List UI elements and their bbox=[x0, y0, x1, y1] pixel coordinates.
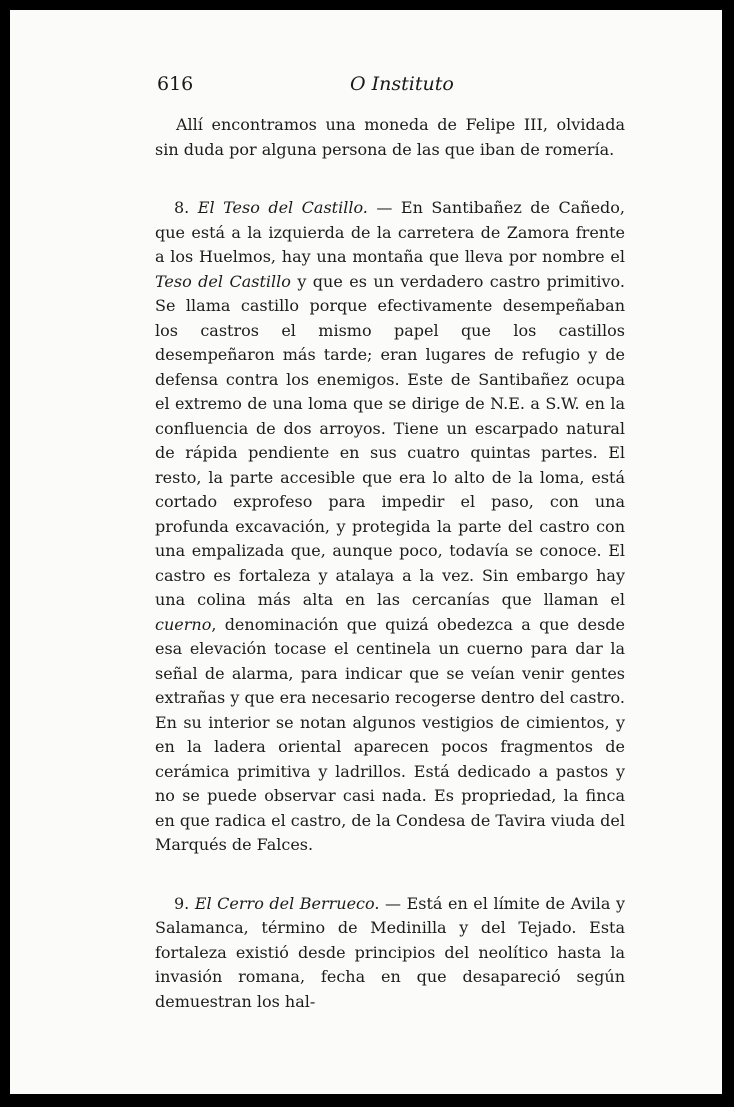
page-number: 616 bbox=[157, 73, 194, 95]
paragraph-8-heading: El Teso del Castillo. bbox=[197, 198, 368, 217]
paragraph-8-name-italic: Teso del Castillo bbox=[155, 271, 291, 291]
paragraph-8-text-2: y que es un verdadero castro primitivo. Se llama castillo porque efectivamente desempeñaban los castros el mismo papel que los castillos desempeñaron más tarde; eran lugares de refugio y de defensa contra los enemigos. Este de Santibañez ocupa el extremo de una loma que se dirige de N.E. a S.W. en la confluencia de dos arroyos. Tiene un escarpado natural de rápida pendiente en sus cuatro quintas partes. El resto, la parte accesible que era lo alto de la loma, está cortado exprofeso para impedir el paso, con una profunda excavación, y protegida la parte del castro con una empalizada que, aunque poco, todavía se conoce. El castro es fortaleza y atalaya a la vez. Sin embargo hay una colina más alta en las cercanías que llaman el bbox=[155, 271, 625, 609]
running-title: O Instituto bbox=[350, 73, 454, 95]
paragraph-9-number: 9. bbox=[174, 893, 190, 913]
paragraph-8-text-1: En Santibañez de Cañedo, que está a la izquierda de la carretera de Zamora frente a los Huelmos, hay una montaña que lleva por nombre el bbox=[155, 198, 625, 266]
paragraph-8-number: 8. bbox=[174, 198, 190, 217]
paragraph-9 bbox=[155, 892, 625, 1015]
paragraph-8-dash: — bbox=[367, 198, 401, 217]
paragraph-8 bbox=[155, 196, 625, 858]
paragraph-9-dash: — bbox=[379, 893, 407, 913]
paragraph-8-text-3: , denominación que quizá obedezca a que desde esa elevación tocase el centinela un cuerno para dar la señal de alarma, para indicar que se veían venir gentes extrañas y que era necesario recogerse dentro del castro. En su interior se notan algunos vestigios de cimientos, y en la ladera oriental aparecen pocos fragmentos de cerámica primitiva y ladrillos. Está dedicado a pastos y no se puede observar casi nada. Es propriedad, la finca en que radica el castro, de la Condesa de Tavira viuda del Marqués de Falces. bbox=[155, 614, 625, 854]
paragraph-intro: Allí encontramos una moneda de Felipe III, olvidada sin duda por alguna persona de las que iban de romería. bbox=[155, 115, 625, 159]
paragraph-9-text-1: Está en el límite de Avila y Salamanca, término de Medinilla y del Tejado. Esta fortaleza existió desde principios del neolítico hasta la invasión romana, fecha en que desapareció según demuestran los hal- bbox=[155, 893, 625, 1011]
body-text bbox=[155, 113, 625, 1014]
paragraph-9-heading: El Cerro del Berrueco. bbox=[194, 893, 380, 913]
paragraph-8-cuerno-italic: cuerno bbox=[155, 614, 212, 634]
page-header bbox=[157, 73, 637, 99]
